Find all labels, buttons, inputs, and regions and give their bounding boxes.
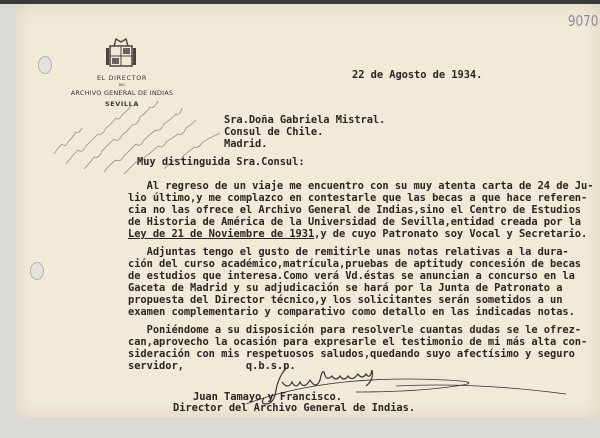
letterhead-city: SEVILLA: [104, 100, 140, 108]
paragraph-2-line: Gaceta de Madrid y su adjudicación se hará por la Junta de Patronato a: [128, 282, 563, 294]
paragraph-2-line: examen complementario y comparativo como detallo en las indicadas notas.: [128, 306, 575, 318]
law-reference: Ley de 21 de Noviembre de 1931: [128, 228, 315, 240]
paragraph-2-line: Adjuntas tengo el gusto de remitirle unas notas relativas a la dura-: [128, 246, 569, 258]
paragraph-1-line: lio último,y me complazco en contestarle que las becas a que hace referen-: [128, 192, 588, 204]
paragraph-1-line: [128, 228, 587, 240]
archive-number: 9070: [567, 12, 599, 30]
letter-date: 22 de Agosto de 1934.: [352, 69, 483, 81]
punch-hole: [30, 262, 44, 280]
letterhead-institution: ARCHIVO GENERAL DE INDIAS: [70, 89, 174, 97]
letterhead-title: EL DIRECTOR: [96, 74, 148, 82]
paragraph-2-line: ción del curso académico,matrícula,pruebas de aptitudy concesión de becas: [128, 258, 582, 270]
recipient-city: Madrid.: [224, 138, 268, 150]
paragraph-2-line: de estudios que interesa.Como verá Vd.éstas se anuncian a concurso en la: [128, 270, 575, 282]
paragraph-1-line: Al regreso de un viaje me encuentro con su muy atenta carta de 24 de Ju-: [128, 180, 594, 192]
paragraph-3-line: servidor, q.b.s.p.: [128, 360, 296, 372]
letterhead-del: DEL: [118, 83, 126, 87]
paragraph-1-line: cia no las ofrece el Archivo General de Indias,sino el Centro de Estudios: [128, 204, 582, 216]
paragraph-3-line: sideración con mis respetuosos saludos,quedando suyo afectísimo y seguro: [128, 348, 575, 360]
paragraph-2-line: propuesta del Director técnico,y los solicitantes serán sometidos a un: [128, 294, 563, 306]
recipient-position: Consul de Chile.: [224, 126, 324, 138]
letter-page: [16, 4, 600, 418]
recipient-name: Sra.Doña Gabriela Mistral.: [224, 114, 386, 126]
paragraph-1-line: de Historia de América de la Universidad de Sevilla,entidad creada por la: [128, 216, 582, 228]
paragraph-3-line: can,aprovecho la ocasión para expresarle el testimonio de mi más alta con-: [128, 336, 588, 348]
salutation: Muy distinguida Sra.Consul:: [137, 156, 305, 168]
signatory-title: Director del Archivo General de Indias.: [173, 402, 416, 414]
paragraph-1-line-rest: ,y de cuyo Patronato soy Vocal y Secretario.: [314, 228, 588, 240]
paragraph-3-line: Poniéndome a su disposición para resolverle cuantas dudas se le ofrez-: [128, 324, 582, 336]
signatory-name: Juan Tamayo y Francisco.: [193, 391, 342, 403]
